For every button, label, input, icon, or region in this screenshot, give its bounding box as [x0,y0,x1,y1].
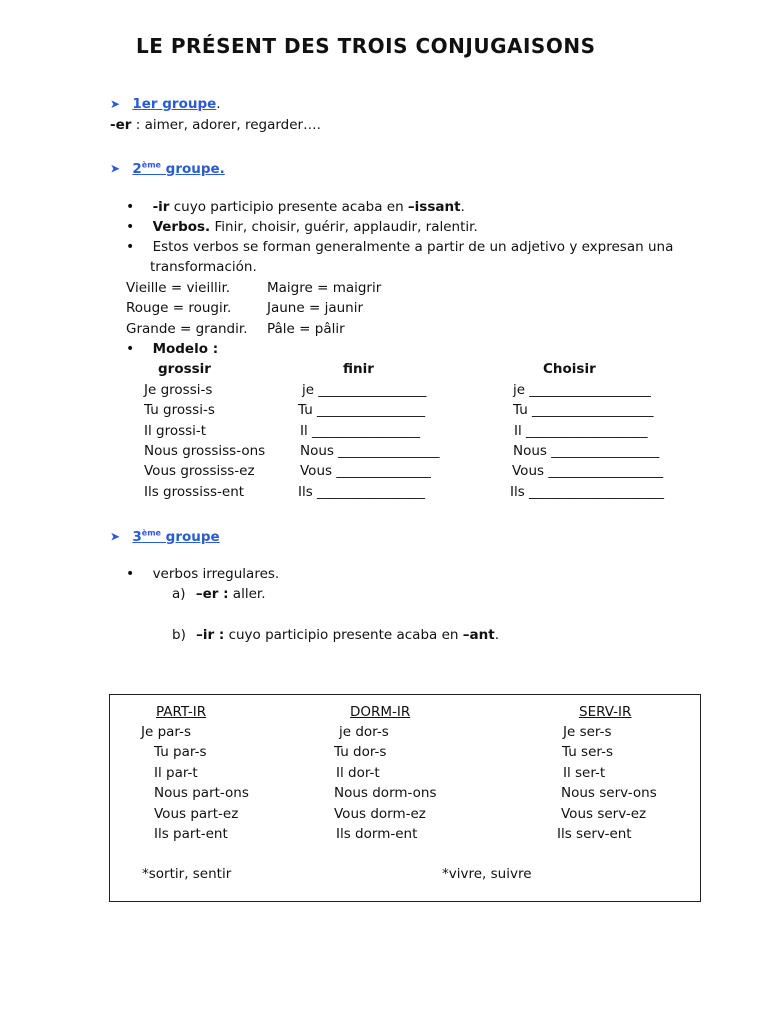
item-a-term: –er : [195,586,229,602]
finir-blank[interactable]: Nous _______________ [300,443,440,459]
b2-term: Verbos. [152,219,211,235]
group3-rest: groupe [160,528,220,545]
pair-right: Jaune = jaunir [267,300,364,316]
item-a-label: a) [172,586,186,602]
finir-blank[interactable]: Il ________________ [300,423,421,439]
partir-row: Ils part-ent [154,826,228,842]
group3-item-b [172,626,499,644]
group2-sup: ème [141,160,161,169]
b3-line2: transformación. [150,259,257,275]
finir-blank[interactable]: Ils ________________ [298,484,426,500]
group3-heading [110,524,220,546]
group2-bullet-3 [126,238,673,256]
col-header-choisir: Choisir [543,361,596,377]
group3-item-a [172,585,266,603]
header-servir: SERV-IR [579,704,632,720]
modelo-line [126,340,218,358]
item-b-label: b) [172,627,186,643]
group3-bullet [126,565,279,583]
item-b-term: –ir : [196,627,225,643]
partir-row: Il par-t [154,765,198,781]
dormir-row: Ils dorm-ent [336,826,418,842]
servir-row: Ils serv-ent [557,826,632,842]
partir-row: Tu par-s [154,744,207,760]
bullet-dot-icon: • [126,239,135,255]
choisir-blank[interactable]: Tu __________________ [513,402,654,418]
bullet-dot-icon: • [126,566,135,582]
choisir-blank[interactable]: Il __________________ [514,423,648,439]
dormir-row: Tu dor-s [334,744,387,760]
b1-term: -ir [152,199,170,215]
group1-dot: . [216,96,221,112]
grossir-row: Nous grossiss-ons [144,443,266,459]
item-a-text: aller. [228,586,266,602]
group3-sup: ème [141,528,161,537]
servir-row: Il ser-t [563,765,606,781]
header-dormir: DORM-IR [350,704,411,720]
group2-bullet-2 [126,218,478,236]
group1-ending: -er [110,117,132,133]
group2-heading [110,156,225,178]
note-right: *vivre, suivre [442,866,532,882]
group3-num: 3 [132,528,142,545]
pair-left: Rouge = rougir. [126,300,232,316]
partir-row: Vous part-ez [154,806,239,822]
grossir-row: Il grossi-t [144,423,207,439]
col-header-finir: finir [343,361,374,377]
dormir-row: Vous dorm-ez [334,806,426,822]
group2-title [132,161,224,177]
bullet-dot-icon: • [126,199,135,215]
dormir-row: je dor-s [339,724,389,740]
header-partir: PART-IR [156,704,207,720]
arrow-bullet-icon: ➤ [110,97,121,111]
bullet-dot-icon: • [126,341,135,357]
pair-right: Maigre = maigrir [267,280,382,296]
finir-blank[interactable]: Tu ________________ [298,402,426,418]
group1-colon: : [131,117,145,133]
servir-row: Je ser-s [563,724,612,740]
group3-bullet-text: verbos irregulares. [152,566,280,582]
grossir-row: Tu grossi-s [144,402,215,418]
group1-line [110,116,321,134]
partir-row: Je par-s [141,724,192,740]
choisir-blank[interactable]: Vous _________________ [512,463,664,479]
b2-text: Finir, choisir, guérir, applaudir, ralentir. [210,219,478,235]
choisir-blank[interactable]: Nous ________________ [513,443,660,459]
grossir-row: Vous grossiss-ez [144,463,255,479]
b1-text: cuyo participio presente acaba en [169,199,408,215]
pair-left: Grande = grandir. [126,321,248,337]
item-b-end: –ant [462,627,495,643]
partir-row: Nous part-ons [154,785,249,801]
group1-heading [110,95,221,113]
pair-left: Vieille = vieillir. [126,280,231,296]
col-header-grossir: grossir [158,361,211,377]
arrow-bullet-icon: ➤ [110,529,121,544]
arrow-bullet-icon: ➤ [110,161,121,176]
group2-num: 2 [132,160,142,177]
servir-row: Tu ser-s [562,744,613,760]
group1-title: 1er groupe [132,96,217,112]
dormir-row: Nous dorm-ons [334,785,437,801]
group2-rest: groupe. [160,160,225,177]
item-b-dot: . [494,627,499,643]
group1-examples: aimer, adorer, regarder…. [144,117,321,133]
choisir-blank[interactable]: Ils ____________________ [510,484,665,500]
note-left: *sortir, sentir [142,866,232,882]
b1-dot: . [460,199,465,215]
group2-bullet-1 [126,198,465,216]
item-b-text: cuyo participio presente acaba en [224,627,463,643]
b3-line1: Estos verbos se forman generalmente a partir de un adjetivo y expresan una [152,239,674,255]
page-title: LE PRÉSENT DES TROIS CONJUGAISONS [136,34,596,58]
grossir-row: Je grossi-s [144,382,213,398]
finir-blank[interactable]: je ________________ [302,382,427,398]
bullet-dot-icon: • [126,219,135,235]
servir-row: Vous serv-ez [561,806,647,822]
dormir-row: Il dor-t [336,765,380,781]
choisir-blank[interactable]: je __________________ [513,382,651,398]
finir-blank[interactable]: Vous ______________ [300,463,431,479]
pair-right: Pâle = pâlir [267,321,345,337]
group3-title [132,529,219,545]
servir-row: Nous serv-ons [561,785,657,801]
grossir-row: Ils grossiss-ent [144,484,245,500]
modelo-label: Modelo : [152,341,219,357]
b1-end: –issant [407,199,461,215]
